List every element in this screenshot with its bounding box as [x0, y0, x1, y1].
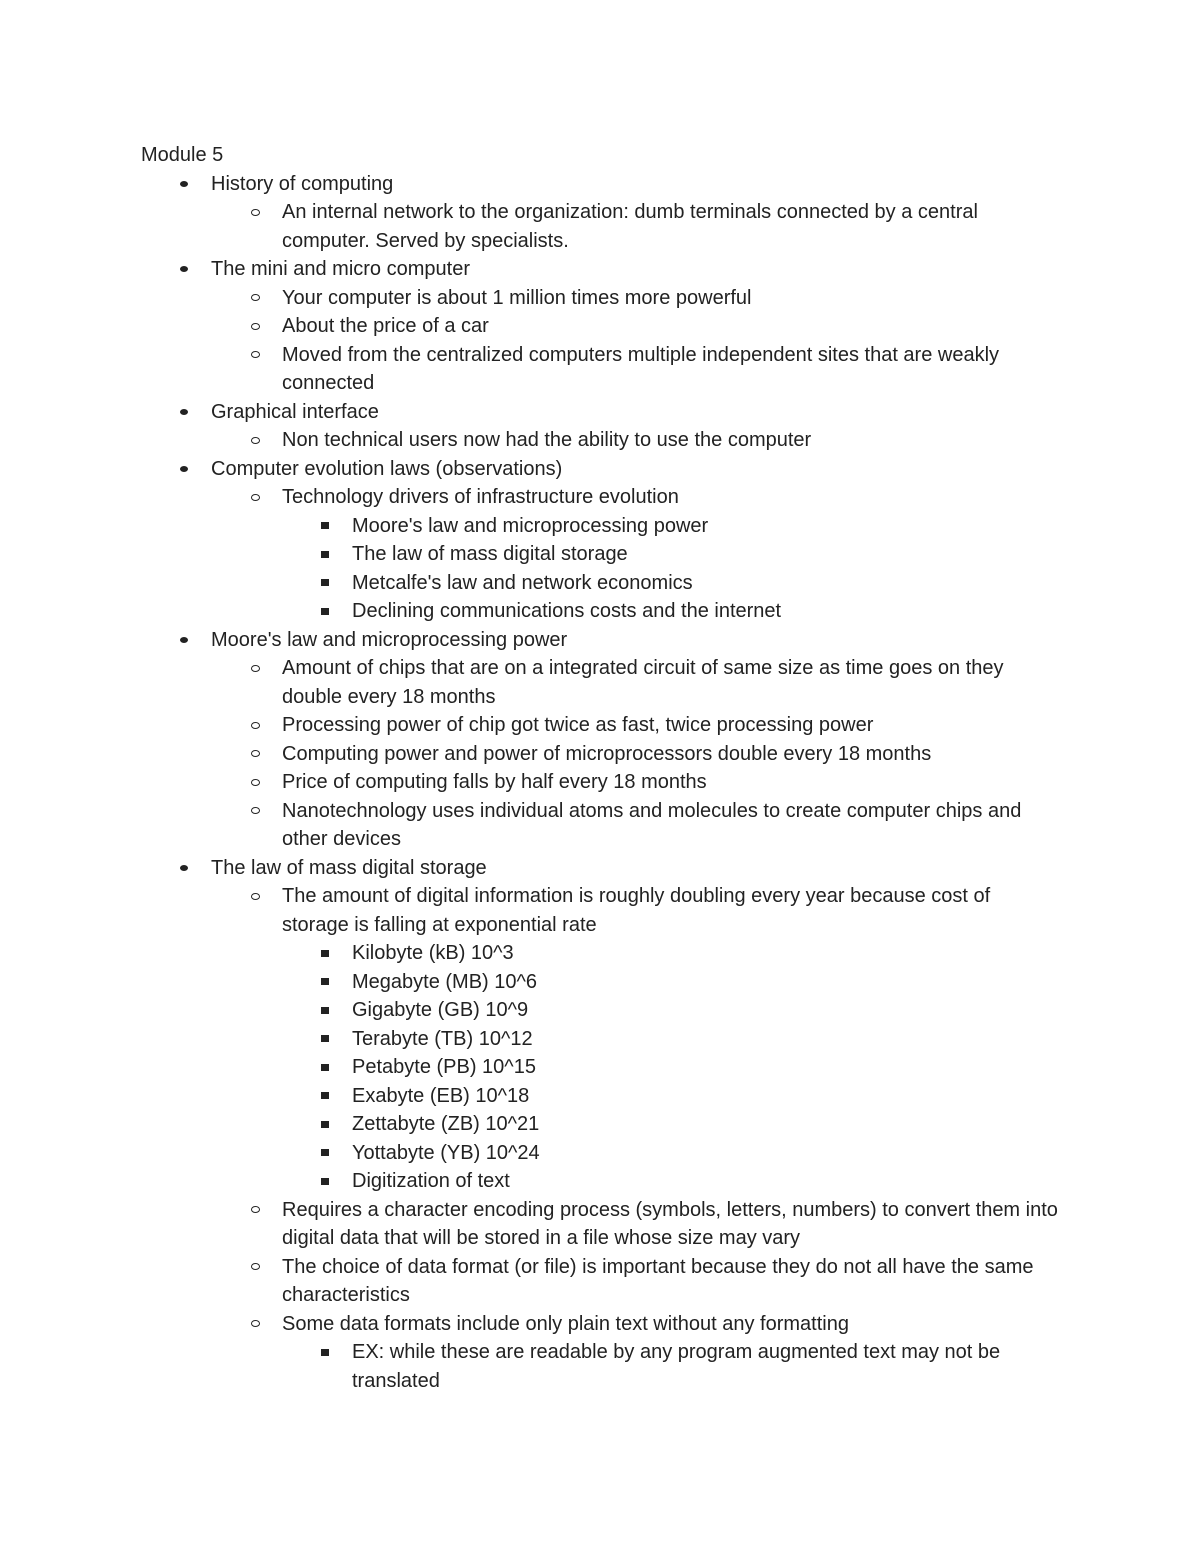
- list-item-text: Non technical users now had the ability to use the computer: [282, 429, 812, 451]
- hollow-bullet-icon: [248, 341, 262, 370]
- list-item-text: Technology drivers of infrastructure evolution: [282, 486, 679, 508]
- square-bullet-icon-shape: [321, 1007, 329, 1014]
- list-item-text: Megabyte (MB) 10^6: [352, 970, 538, 993]
- list-item-text: Some data formats include only plain text without any formatting: [282, 1312, 849, 1335]
- list-item-text: Amount of chips that are on a integrated circuit of same size as time goes on they double every 18 months: [282, 657, 1004, 708]
- square-bullet-icon-shape: [321, 1035, 329, 1042]
- hollow-bullet-icon: [248, 1310, 262, 1339]
- hollow-bullet-icon-shape: [251, 750, 260, 757]
- list-item-level-3: [141, 996, 1061, 1025]
- list-item-level-1: [141, 170, 1061, 199]
- square-bullet-icon-shape: [321, 1149, 329, 1156]
- square-bullet-icon: [318, 1167, 332, 1196]
- square-bullet-icon-shape: [321, 1178, 329, 1185]
- list-item-text: Petabyte (PB) 10^15: [352, 1056, 536, 1078]
- hollow-bullet-icon: [248, 768, 262, 797]
- hollow-bullet-icon: [248, 711, 262, 740]
- list-item-text: Computer evolution laws (observations): [211, 457, 563, 480]
- hollow-bullet-icon-shape: [251, 494, 260, 501]
- hollow-bullet-icon-shape: [251, 209, 260, 216]
- hollow-bullet-icon-shape: [251, 893, 260, 900]
- hollow-bullet-icon: [248, 740, 262, 769]
- filled-bullet-icon-shape: [180, 466, 188, 472]
- filled-bullet-icon: [177, 854, 191, 883]
- list-item-level-1: [141, 398, 1061, 427]
- square-bullet-icon: [318, 512, 332, 541]
- list-item-text: Metcalfe's law and network economics: [352, 571, 693, 594]
- square-bullet-icon-shape: [321, 1121, 329, 1128]
- square-bullet-icon-shape: [321, 1092, 329, 1099]
- square-bullet-icon: [318, 1110, 332, 1139]
- hollow-bullet-icon-shape: [251, 722, 260, 729]
- hollow-bullet-icon-shape: [251, 437, 260, 444]
- hollow-bullet-icon: [248, 198, 262, 227]
- list-item-level-2: [141, 341, 1061, 398]
- filled-bullet-icon: [177, 455, 191, 484]
- square-bullet-icon: [318, 1025, 332, 1054]
- list-item-level-2: [141, 1196, 1061, 1253]
- list-item-level-3: [141, 968, 1061, 997]
- list-item-text: The amount of digital information is roughly doubling every year because cost of storage is falling at exponential rate: [282, 885, 991, 936]
- filled-bullet-icon-shape: [180, 865, 188, 871]
- list-item-level-2: [141, 882, 1061, 939]
- square-bullet-icon: [318, 939, 332, 968]
- list-item-text: Requires a character encoding process (symbols, letters, numbers) to convert them into digital data that will be stored in a file whose size may vary: [282, 1198, 1058, 1249]
- square-bullet-icon-shape: [321, 1064, 329, 1071]
- hollow-bullet-icon-shape: [251, 1320, 260, 1327]
- hollow-bullet-icon-shape: [251, 779, 260, 786]
- hollow-bullet-icon-shape: [251, 1206, 260, 1213]
- list-item-text: Graphical interface: [211, 400, 379, 423]
- list-item-level-3: [141, 569, 1061, 598]
- hollow-bullet-icon: [248, 284, 262, 313]
- square-bullet-icon: [318, 968, 332, 997]
- list-item-text: The choice of data format (or file) is important because they do not all have the same characteristics: [282, 1255, 1034, 1306]
- list-item-level-2: [141, 768, 1061, 797]
- filled-bullet-icon: [177, 626, 191, 655]
- filled-bullet-icon-shape: [180, 266, 188, 272]
- document-title: Module 5: [141, 144, 224, 166]
- square-bullet-icon-shape: [321, 522, 329, 529]
- list-item-text: The law of mass digital storage: [352, 543, 628, 565]
- document-body: [141, 141, 1061, 1395]
- square-bullet-icon: [318, 597, 332, 626]
- list-item-level-1: [141, 455, 1061, 484]
- hollow-bullet-icon: [248, 797, 262, 826]
- list-item-text: Declining communications costs and the internet: [352, 600, 782, 622]
- list-item-text: Kilobyte (kB) 10^3: [352, 942, 514, 964]
- list-item-level-3: [141, 1139, 1061, 1168]
- list-item-text: The mini and micro computer: [211, 258, 470, 280]
- square-bullet-icon-shape: [321, 551, 329, 558]
- hollow-bullet-icon: [248, 483, 262, 512]
- square-bullet-icon-shape: [321, 608, 329, 615]
- list-item-level-3: [141, 540, 1061, 569]
- list-item-level-3: [141, 1025, 1061, 1054]
- list-item-text: Moore's law and microprocessing power: [211, 628, 568, 651]
- square-bullet-icon: [318, 569, 332, 598]
- list-item-level-2: [141, 426, 1061, 455]
- hollow-bullet-icon: [248, 882, 262, 911]
- hollow-bullet-icon-shape: [251, 323, 260, 330]
- square-bullet-icon: [318, 540, 332, 569]
- list-item-level-2: [141, 483, 1061, 512]
- list-item-text: Gigabyte (GB) 10^9: [352, 999, 529, 1021]
- list-item-level-2: [141, 312, 1061, 341]
- list-item-level-2: [141, 284, 1061, 313]
- square-bullet-icon: [318, 1139, 332, 1168]
- list-item-level-3: [141, 597, 1061, 626]
- list-item-level-2: [141, 797, 1061, 854]
- list-item-level-3: [141, 1338, 1061, 1395]
- filled-bullet-icon-shape: [180, 409, 188, 415]
- filled-bullet-icon-shape: [180, 181, 188, 187]
- list-item-level-3: [141, 939, 1061, 968]
- hollow-bullet-icon-shape: [251, 807, 260, 814]
- hollow-bullet-icon-shape: [251, 1263, 260, 1270]
- filled-bullet-icon-shape: [180, 637, 188, 643]
- hollow-bullet-icon-shape: [251, 351, 260, 358]
- hollow-bullet-icon-shape: [251, 665, 260, 672]
- filled-bullet-icon: [177, 255, 191, 284]
- list-item-level-3: [141, 1082, 1061, 1111]
- square-bullet-icon: [318, 1053, 332, 1082]
- list-item-level-2: [141, 711, 1061, 740]
- list-item-text: Digitization of text: [352, 1170, 510, 1192]
- filled-bullet-icon: [177, 398, 191, 427]
- square-bullet-icon-shape: [321, 978, 329, 985]
- hollow-bullet-icon-shape: [251, 294, 260, 301]
- list-item-text: History of computing: [211, 172, 394, 195]
- list-item-text: Processing power of chip got twice as fast, twice processing power: [282, 714, 874, 736]
- list-item-level-3: [141, 512, 1061, 541]
- square-bullet-icon: [318, 996, 332, 1025]
- list-item-level-2: [141, 740, 1061, 769]
- list-item-level-3: [141, 1167, 1061, 1196]
- list-item-level-2: [141, 1310, 1061, 1339]
- list-item-text: About the price of a car: [282, 315, 489, 337]
- square-bullet-icon-shape: [321, 579, 329, 586]
- list-item-text: Your computer is about 1 million times more powerful: [282, 286, 752, 309]
- hollow-bullet-icon: [248, 312, 262, 341]
- filled-bullet-icon: [177, 170, 191, 199]
- list-item-text: Exabyte (EB) 10^18: [352, 1084, 530, 1107]
- list-item-level-1: [141, 626, 1061, 655]
- list-item-level-1: [141, 854, 1061, 883]
- list-item-level-2: [141, 198, 1061, 255]
- list-item-level-3: [141, 1053, 1061, 1082]
- list-item-text: Nanotechnology uses individual atoms and molecules to create computer chips and other devices: [282, 799, 1022, 850]
- list-item-text: Terabyte (TB) 10^12: [352, 1027, 533, 1050]
- hollow-bullet-icon: [248, 426, 262, 455]
- list-item-text: Moved from the centralized computers multiple independent sites that are weakly connected: [282, 343, 1000, 394]
- square-bullet-icon-shape: [321, 1349, 329, 1356]
- list-item-text: Computing power and power of microprocessors double every 18 months: [282, 742, 932, 765]
- list-item-level-1: [141, 255, 1061, 284]
- list-item-text: Price of computing falls by half every 18 months: [282, 771, 707, 793]
- outline-list: [141, 170, 1061, 1396]
- list-item-text: The law of mass digital storage: [211, 856, 487, 879]
- square-bullet-icon: [318, 1082, 332, 1111]
- hollow-bullet-icon: [248, 1253, 262, 1282]
- list-item-text: An internal network to the organization: dumb terminals connected by a central computer. Served by specialists.: [282, 201, 978, 252]
- list-item-level-2: [141, 654, 1061, 711]
- list-item-text: Zettabyte (ZB) 10^21: [352, 1113, 540, 1135]
- hollow-bullet-icon: [248, 654, 262, 683]
- hollow-bullet-icon: [248, 1196, 262, 1225]
- list-item-level-2: [141, 1253, 1061, 1310]
- list-item-text: Moore's law and microprocessing power: [352, 514, 709, 537]
- list-item-text: EX: while these are readable by any program augmented text may not be translated: [352, 1341, 1001, 1392]
- square-bullet-icon-shape: [321, 950, 329, 957]
- square-bullet-icon: [318, 1338, 332, 1367]
- list-item-text: Yottabyte (YB) 10^24: [352, 1141, 540, 1164]
- list-item-level-3: [141, 1110, 1061, 1139]
